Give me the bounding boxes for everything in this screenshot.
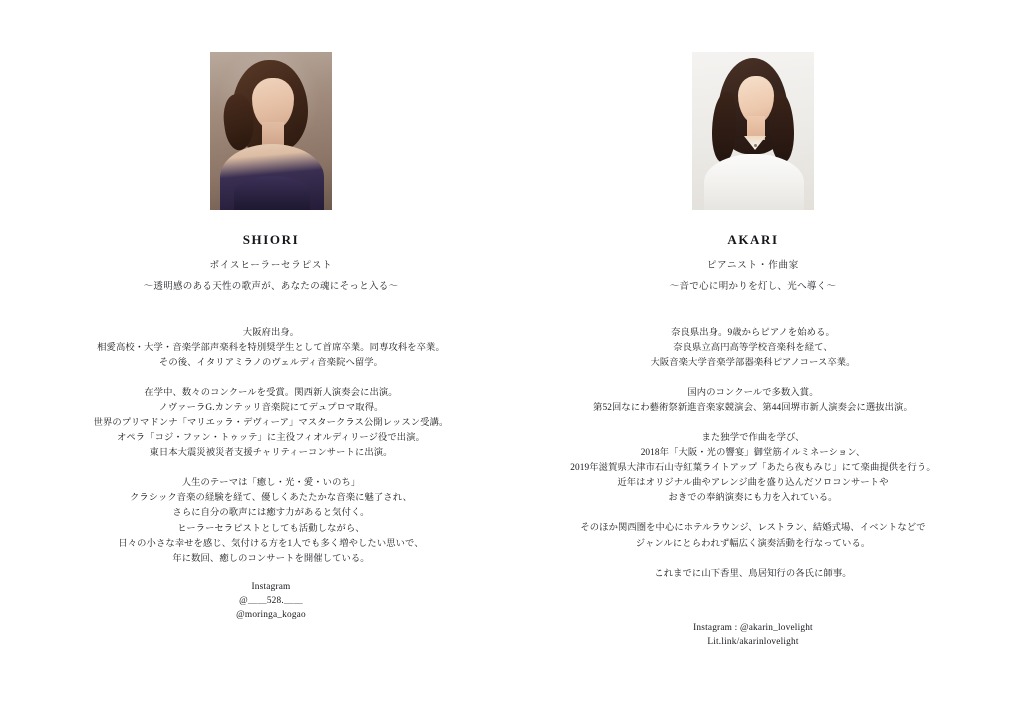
social-link-handle[interactable]: @moringa_kogao [236,609,306,620]
portrait-photo-akari [692,52,814,210]
portrait-hair-side-shape [712,92,736,162]
biography-paragraph: 在学中、数々のコンクールを受賞。関西新人演奏会に出演。 ノヴァーラG.カンテッリ音楽院にてデュプロマ取得。 世界のプリマドンナ「マリエッラ・デヴィーア」マスタークラス公開レッスン受講。 オペラ「コジ・ファン・トゥッテ」に主役フィオルディリージ役で出演。 東日本大震災被災者支援チャリティーコンサートに出演。 [93,388,449,459]
portrait-photo-shiori [210,52,332,210]
profile-tagline: 〜音で心に明かりを灯し、光へ導く〜 [669,282,837,292]
biography-paragraph: 奈良県出身。9歳からピアノを始める。 奈良県立高円高等学校音楽科を経て、 大阪音楽大学音楽学部器楽科ピアノコース卒業。 [650,328,856,369]
profile-social-links [236,581,306,623]
biography-paragraph: 大阪府出身。 相愛高校・大学・音楽学部声楽科を特別奨学生として首席卒業。同専攻科を卒業。 その後、イタリアミラノのヴェルディ音楽院へ留学。 [97,328,445,369]
portrait-dress-shape [234,176,310,210]
profile-biography [58,326,484,567]
biography-paragraph: これまでに山下香里、鳥居知行の各氏に師事。 [654,568,852,579]
biography-paragraph: また独学で作曲を学び、 2018年「大阪・光の響宴」御堂筋イルミネーション、 2019年滋賀県大津市石山寺紅葉ライトアップ「あたら夜もみじ」にて楽曲提供を行う。 近年はオリジナル曲やアレンジ曲を盛り込んだソロコンサートや おきでの奉納演奏にも力を入れている。 [570,433,936,504]
biography-paragraph: そのほか関西圏を中心にホテルラウンジ、レストラン、結婚式場、イベントなどで ジャンルにとらわれず幅広く演奏活動を行なっている。 [580,523,926,549]
profile-card-shiori [30,40,512,709]
portrait-neck-shape [262,122,284,146]
portrait-hair-side-shape [770,92,794,162]
portrait-top-shape [704,154,804,210]
profile-role: ボイスヒーラーセラピスト [209,261,333,271]
biography-paragraph: 国内のコンクールで多数入賞。 第52回なにわ藝術祭新進音楽家競演会、第44回堺市新人演奏会に選抜出演。 [593,388,913,414]
profile-role: ピアニスト・作曲家 [706,261,800,271]
social-link-handle[interactable]: Instagram : @akarin_lovelight [693,622,813,633]
biography-paragraph: 人生のテーマは「癒し・光・愛・いのち」 クラシック音楽の経験を経て、優しくあたたかな音楽に魅了され、 さらに自分の歌声には癒す力があると気付く。 ヒーラーセラピストとしても活動しながら、 日々の小さな幸せを感じ、気付ける方を1人でも多く増やしたい思いで、 年に数回、癒しのコンサートを開催している。 [118,478,424,564]
profile-name: SHIORI [242,232,300,247]
profile-biography [540,326,966,582]
profile-card-akari [512,40,994,709]
profile-name: AKARI [727,232,779,247]
portrait-pendant-shape [754,144,757,147]
social-link-label: Instagram [251,581,291,592]
social-link-url[interactable]: Lit.link/akarinlovelight [707,636,799,647]
profile-social-links [693,622,813,650]
social-link-handle[interactable]: @＿＿528.＿＿ [239,595,303,606]
profile-tagline: 〜透明感のある天性の歌声が、あなたの魂にそっと入る〜 [143,282,399,292]
